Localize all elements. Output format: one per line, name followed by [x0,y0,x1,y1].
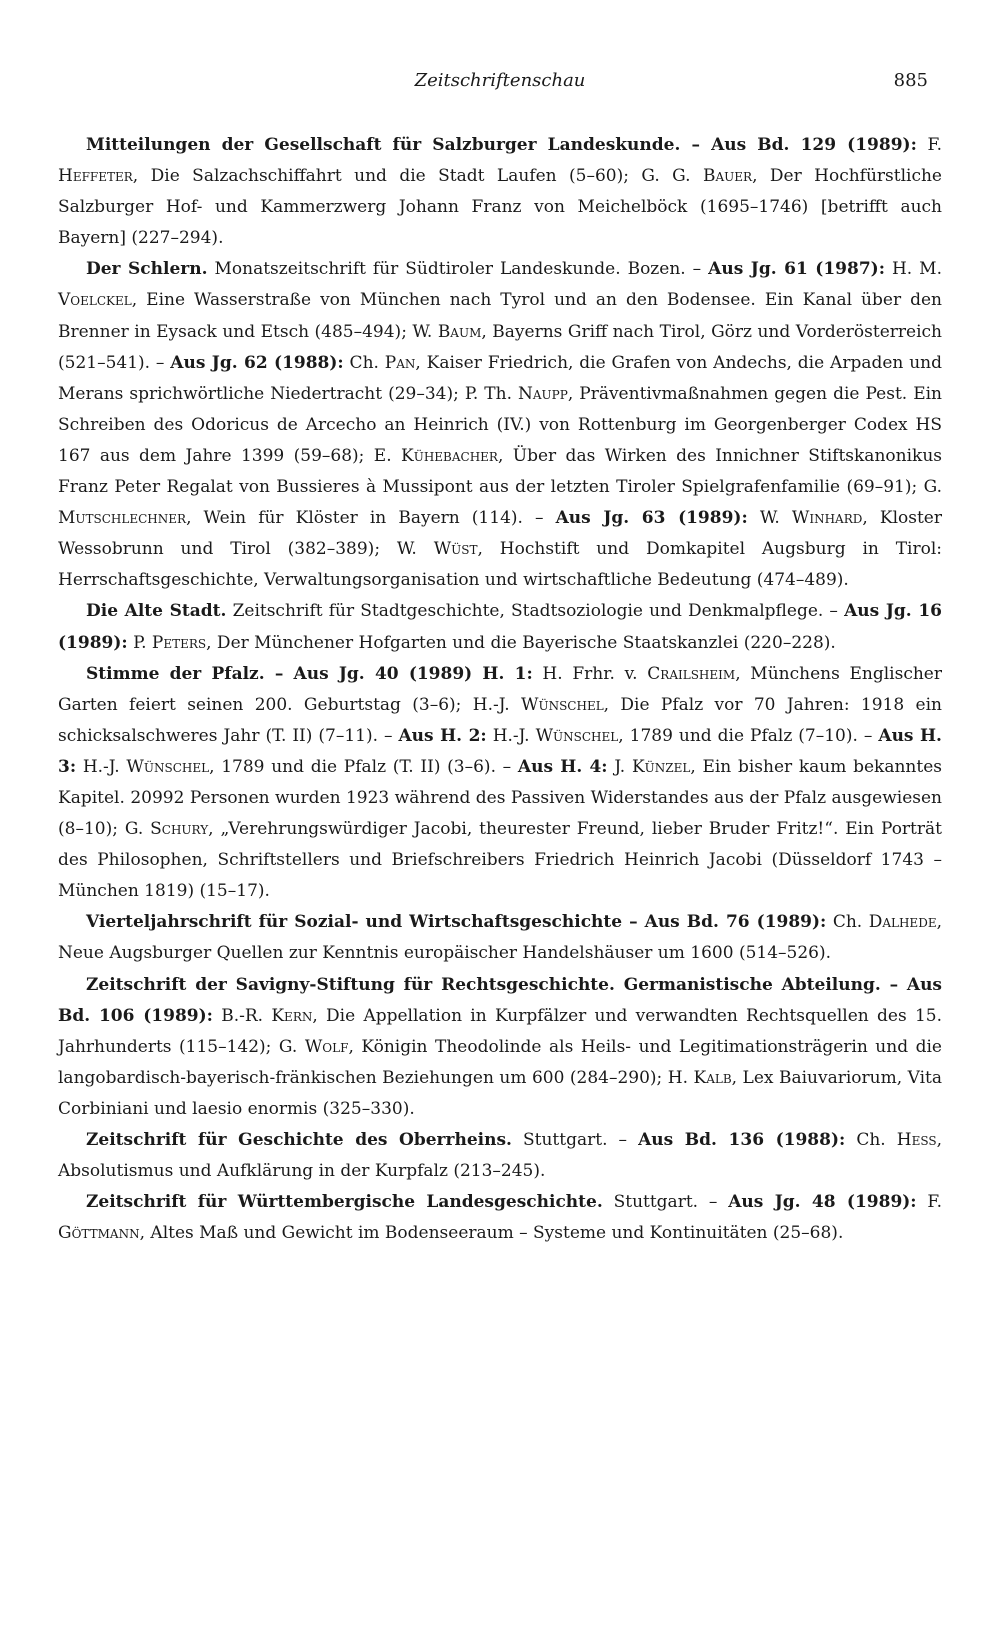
author-name: Peters [151,632,207,653]
author-name: Kühebacher [401,445,498,466]
author-name: Pan [384,352,416,373]
author-name: Baum [437,321,482,342]
entry-heading: Aus Bd. 136 (1988): [638,1130,846,1150]
entry-heading: Mitteilungen der Gesellschaft für Salzburger Landeskunde. – Aus Bd. 129 (1989): [86,135,917,155]
author-name: Kalb [693,1067,732,1088]
entry-text: , 1789 und die Pfalz (T. II) (3–6). – [209,756,518,777]
entry-text: , Über das Wirken des Innichner Stiftskanonikus Franz Peter Regalat von Bussieres à Mussipont aus der letzten Tiroler Spielgrafenfamilie (69–91); G. [58,445,942,498]
author-name: Bauer [702,166,753,187]
entry-text: , Die Appellation in Kurpfälzer und verwandten Rechtsquellen des 15. Jahrhunderts (115–142); G. [58,1005,942,1057]
entry-text: , 1789 und die Pfalz (7–10). – [618,725,879,746]
entry-heading: Aus Jg. 62 (1988): [170,352,344,373]
entry-text: , Altes Maß und Gewicht im Bodenseeraum – Systeme und Kontinuitäten (25–68). [139,1223,844,1244]
entry-stimme-der-pfalz [58,659,942,908]
author-name: Voelckel [58,290,132,311]
author-name: Wünschel [535,725,619,746]
entry-text: Stuttgart. – [511,1130,639,1150]
entry-heading: Aus Jg. 63 (1989): [555,508,748,529]
entry-heading: Aus Jg. 61 (1987): [708,259,885,280]
entry-heading: Die Alte Stadt. [86,601,227,622]
entry-text: H.-J. [486,725,536,746]
entry-oberrhein [58,1125,942,1187]
entry-heading: Aus Jg. 16 (1989): [58,601,942,653]
entry-text: , Ein bisher kaum bekanntes Kapitel. 20992 Personen wurden 1923 während des Passiven Widerstandes aus der Pfalz ausgewiesen (8–10); G. [58,756,942,840]
entry-text: , Münchens Englischer Garten feiert seinen 200. Geburtstag (3–6); H.-J. [58,663,942,715]
entry-text: , Präventivmaßnahmen gegen die Pest. Ein Schreiben des Odoricus de Arcecho an Heinrich (IV.) von Rottenburg im Georgenberger Codex HS 167 aus dem Jahre 1399 (59–68); E. [58,383,943,466]
author-name: Göttmann [58,1223,140,1244]
entry-heading: Aus Jg. 48 (1989): [728,1192,917,1213]
entry-text: F. [916,135,942,155]
entry-heading: Stimme der Pfalz. – Aus Jg. 40 (1989) H. 1: [86,663,533,684]
entry-text: , Eine Wasserstraße von München nach Tyrol und an den Bodensee. Ein Kanal über den Brenner in Eysack und Etsch (485–494); W. [58,290,942,342]
author-name: Wolf [304,1036,349,1057]
entry-text: , „Verehrungswürdiger Jacobi, theurester Freund, lieber Bruder Fritz!“. Ein Porträt des Philosophen, Schriftstellers und Briefschreibers Friedrich Heinrich Jacobi (Düsseldorf 1743 – München 1819) (15–17). [58,819,942,902]
entry-text: P. [127,632,152,653]
entry-der-schlern [58,254,942,596]
entry-heading: Vierteljahrschrift für Sozial- und Wirtschaftsgeschichte – Aus Bd. 76 (1989): [86,912,827,933]
author-name: Wüst [433,539,478,560]
author-name: Hess [896,1130,937,1150]
entry-text: Stuttgart. – [602,1192,729,1213]
entry-text: Ch. [826,912,869,933]
entry-text: Ch. [845,1130,897,1150]
entry-text: , Hochstift und Domkapitel Augsburg in Tirol: Herrschaftsgeschichte, Verwaltungsorganisation und wirtschaftliche Bedeutung (474–489). [58,539,943,591]
entry-vierteljahrschrift [58,907,942,969]
entry-text: , Kloster Wessobrunn und Tirol (382–389); W. [58,508,942,560]
entry-text: , Absolutismus und Aufklärung in der Kurpfalz (213–245). [58,1130,943,1182]
entry-die-alte-stadt [58,596,942,658]
entry-text: H.-J. [76,756,127,777]
entry-text: F. [916,1192,942,1213]
author-name: Winhard [791,508,863,529]
entry-heading: Zeitschrift für Geschichte des Oberrheins. [86,1130,512,1150]
entry-text: W. [747,508,792,529]
page-number: 885 [893,70,928,91]
entry-text: , Lex Baiuvariorum, Vita Corbiniani und laesio enormis (325–330). [58,1067,943,1119]
entry-text: , Königin Theodolinde als Heils- und Legitimationsträgerin und die langobardisch-bayerisch-fränkischen Beziehungen um 600 (284–290); H. [58,1036,942,1088]
author-name: Crailsheim [647,663,736,684]
entry-text: Ch. [343,352,385,373]
entry-text: , Die Pfalz vor 70 Jahren: 1918 ein schicksalschweres Jahr (T. II) (7–11). – [58,694,942,746]
entry-heading: Zeitschrift für Württembergische Landesgeschichte. [86,1192,603,1213]
entry-heading: Aus H. 2: [398,725,487,746]
entry-wuerttemberg [58,1187,942,1249]
entry-savigny-stiftung [58,970,942,1125]
author-name: Künzel [631,756,691,777]
entry-salzburger-landeskunde [58,130,942,254]
author-name: Mutschlechner [58,508,187,529]
entry-text: Zeitschrift für Stadtgeschichte, Stadtsoziologie und Denkmalpflege. – [226,601,845,622]
entry-heading: Aus H. 3: [58,725,942,777]
entry-text: , Die Salzachschiffahrt und die Stadt Laufen (5–60); G. G. [132,166,703,187]
entry-text: , Bayerns Griff nach Tirol, Görz und Vorderösterreich (521–541). – [58,321,942,373]
entry-text: J. [607,756,632,777]
entry-text: , Der Hochfürstliche Salzburger Hof- und Kammerzwerg Johann Franz von Meichelböck (1695–1746) [betrifft auch Bayern] (227–294). [58,166,942,249]
author-name: Dalhede [868,912,937,933]
entry-text: B.-R. [212,1005,272,1026]
entry-text: , Der Münchener Hofgarten und die Bayerische Staatskanzlei (220–228). [206,632,836,653]
entry-heading: Zeitschrift der Savigny-Stiftung für Rechtsgeschichte. Germanistische Abteilung. – Aus Bd. 106 (1989): [58,974,942,1026]
entry-text: H. Frhr. v. [532,663,648,684]
author-name: Kern [271,1005,313,1026]
running-title: Zeitschriftenschau [414,70,586,91]
running-head [56,70,944,100]
author-name: Wünschel [520,694,604,715]
author-name: Heffeter [58,166,133,187]
bibliography-entries [58,130,942,1249]
author-name: Naupp [518,383,568,404]
entry-text: , Neue Augsburger Quellen zur Kenntnis europäischer Handelshäuser um 1600 (514–526). [58,912,942,964]
entry-heading: Aus H. 4: [517,756,608,777]
author-name: Schury [150,819,209,840]
entry-text: H. M. [884,259,942,280]
entry-text: , Kaiser Friedrich, die Grafen von Andechs, die Arpaden und Merans sprichwörtliche Niedertracht (29–34); P. Th. [58,352,942,404]
entry-heading: Der Schlern. [86,259,208,280]
author-name: Wünschel [126,756,210,777]
entry-text: Monatszeitschrift für Südtiroler Landeskunde. Bozen. – [207,259,709,280]
entry-text: , Wein für Klöster in Bayern (114). – [186,508,556,529]
